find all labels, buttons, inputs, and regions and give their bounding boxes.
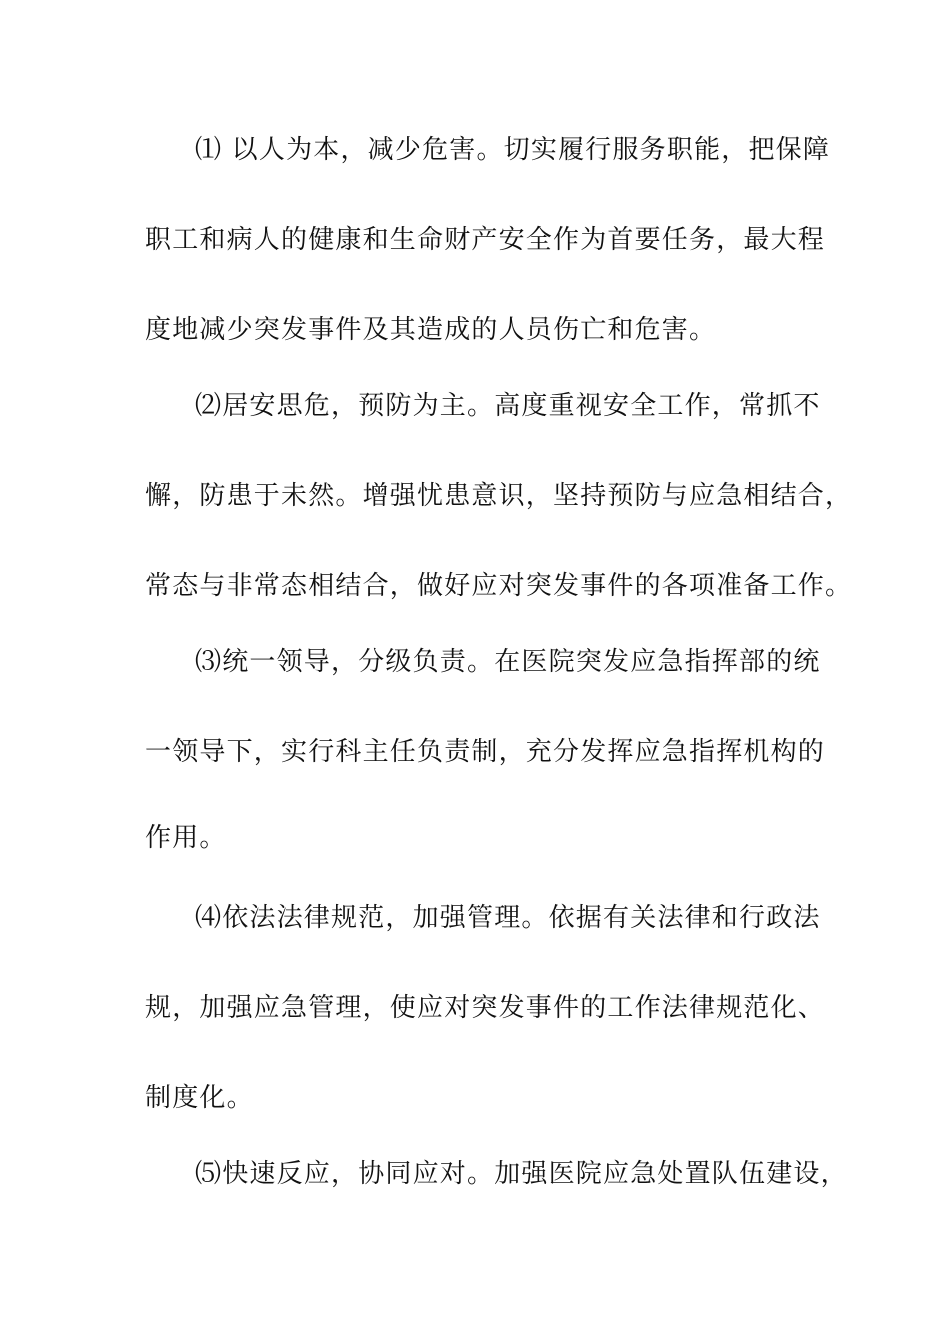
paragraph-3-line-2: 一领导下，实行科主任负责制，充分发挥应急指挥机构的 bbox=[145, 737, 826, 767]
paragraph-1-line-3: 度地减少突发事件及其造成的人员伤亡和危害。 bbox=[145, 315, 717, 345]
paragraph-5-line-1: ⑸快速反应，协同应对。加强医院应急处置队伍建设， bbox=[195, 1159, 848, 1189]
paragraph-4-line-2: 规，加强应急管理，使应对突发事件的工作法律规范化、 bbox=[145, 993, 826, 1023]
paragraph-2-line-2: 懈，防患于未然。增强忧患意识，坚持预防与应急相结合， bbox=[145, 481, 853, 511]
paragraph-2-line-1: ⑵居安思危，预防为主。高度重视安全工作，常抓不 bbox=[195, 391, 821, 421]
paragraph-3-line-1: ⑶统一领导，分级负责。在医院突发应急指挥部的统 bbox=[195, 647, 821, 677]
paragraph-1-line-1: ⑴ 以人为本，减少危害。切实履行服务职能，把保障 bbox=[195, 135, 831, 165]
paragraph-2-line-3: 常态与非常态相结合，做好应对突发事件的各项准备工作。 bbox=[145, 571, 853, 601]
paragraph-4-line-1: ⑷依法法律规范，加强管理。依据有关法律和行政法 bbox=[195, 903, 821, 933]
paragraph-4-line-3: 制度化。 bbox=[145, 1083, 254, 1113]
paragraph-3-line-3: 作用。 bbox=[145, 823, 227, 853]
paragraph-1-line-2: 职工和病人的健康和生命财产安全作为首要任务，最大程 bbox=[145, 225, 826, 255]
